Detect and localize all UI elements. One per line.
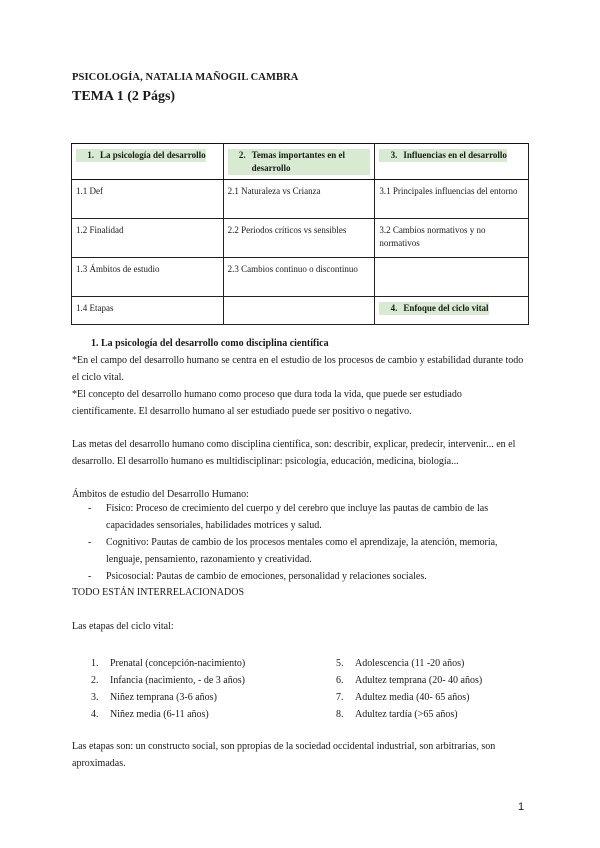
table-cell: 2.3 Cambios continuo o discontinuo (223, 258, 375, 297)
list-item: 5. Adolescencia (11 -20 años) (336, 658, 465, 669)
table-cell: 2.1 Naturaleza vs Crianza (223, 180, 375, 219)
paragraph: *El concepto del desarrollo humano como proceso que dura toda la vida, que puede ser estudiado científicamente. El desarrollo humano al ser estudiado puede ser positivo o negativo. (72, 389, 462, 417)
list-item: 4. Niñez media (6-11 años) (91, 709, 209, 720)
list-item: 1. Prenatal (concepción-nacimiento) (91, 658, 246, 669)
all-related-note: TODO ESTÁN INTERRELACIONADOS (72, 587, 245, 598)
table-cell: 1.3 Ámbitos de estudio (72, 258, 224, 297)
table-cell: 1.2 Finalidad (72, 219, 224, 258)
list-item: - Psicosocial: Pautas de cambio de emociones, personalidad y relaciones sociales. (88, 571, 427, 582)
list-item: 6. Adultez temprana (20- 40 años) (336, 675, 483, 686)
table-cell: 2.2 Periodos críticos vs sensibles (223, 219, 375, 258)
stages-note: Las etapas son: un constructo social, son ppropias de la sociedad occidental industrial, son arbitrarias, son aproximadas. (72, 741, 496, 769)
page-number: 1 (518, 801, 525, 813)
list-item: 2. Infancia (nacimiento, - de 3 años) (91, 675, 245, 686)
list-item: 8. Adultez tardía (>65 años) (336, 709, 458, 720)
table-row (72, 219, 529, 258)
table-cell: 4. Enfoque del ciclo vital (375, 297, 529, 325)
cycle-focus-label: Enfoque del ciclo vital (403, 303, 489, 313)
stages-list-right (336, 655, 526, 723)
tema-title: TEMA 1 (2 Págs) (72, 89, 176, 104)
list-item: - Cognitivo: Pautas de cambio de los procesos mentales como el aprendizaje, la atención, memoria, lenguaje, pensamiento, razonamiento y creatividad. (88, 537, 498, 565)
list-item: 3. Niñez temprana (3-6 años) (91, 692, 217, 703)
topics-table (71, 143, 529, 325)
table-row (72, 258, 529, 297)
list-item: - Físico: Proceso de crecimiento del cuerpo y del cerebro que incluye las pautas de cambio de las capacidades sensoriales, habilidades motrices y salud. (88, 503, 489, 531)
table-row (72, 297, 529, 325)
areas-heading: Ámbitos de estudio del Desarrollo Humano: (72, 489, 249, 500)
table-cell: 1.4 Etapas (72, 297, 224, 325)
table-header-row (72, 144, 529, 180)
table-cell: 1.1 Def (72, 180, 224, 219)
table-header-cell: 1. La psicología del desarrollo (72, 144, 224, 180)
table-cell (375, 258, 529, 297)
list-item: 7. Adultez media (40- 65 años) (336, 692, 470, 703)
table-header-cell: 3. Influencias en el desarrollo (375, 144, 529, 180)
author-header: PSICOLOGÍA, NATALIA MAÑOGIL CAMBRA (72, 72, 299, 83)
table-row (72, 180, 529, 219)
areas-list (72, 500, 528, 585)
section-title: 1. La psicología del desarrollo como disciplina científica (91, 338, 329, 349)
table-cell: 3.1 Principales influencias del entorno (375, 180, 529, 219)
table-cell: 3.2 Cambios normativos y no normativos (375, 219, 529, 258)
paragraph: Las metas del desarrollo humano como disciplina científica, son: describir, explicar, predecir, intervenir... en el desarrollo. El desarrollo humano es multidisciplinar: psicología, educación, medicina, biología... (72, 439, 516, 467)
table-header-cell: 2. Temas importantes en el desarrollo (223, 144, 375, 180)
table-cell (223, 297, 375, 325)
stages-heading: Las etapas del ciclo vital: (72, 621, 174, 632)
stages-list-left (91, 655, 311, 723)
paragraph: *En el campo del desarrollo humano se centra en el estudio de los procesos de cambio y estabilidad durante todo el ciclo vital. (72, 355, 524, 383)
